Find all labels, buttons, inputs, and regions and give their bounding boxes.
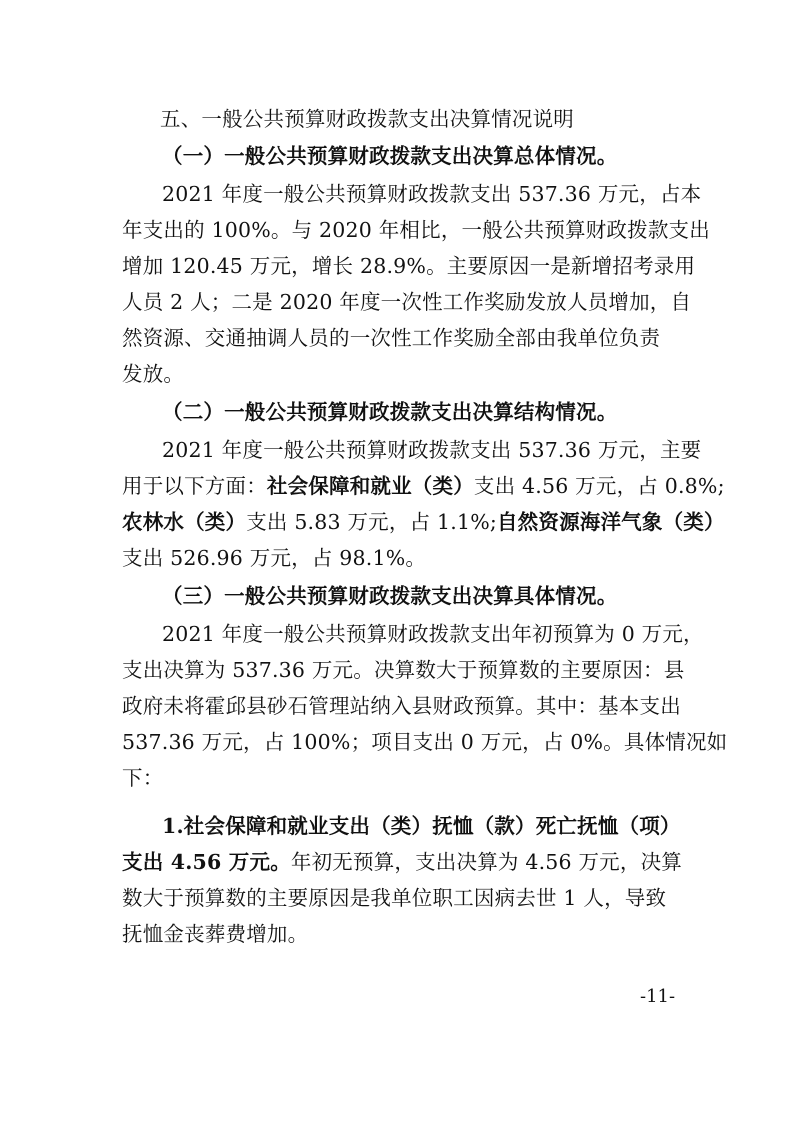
subsection-title-1: （一）一般公共预算财政拨款支出决算总体情况。 (162, 144, 618, 168)
text-run: 年初无预算，支出决算为 4.56 万元，决算 (290, 850, 682, 874)
paragraph-line (122, 508, 725, 536)
subsection-title-2: （二）一般公共预算财政拨款支出决算结构情况。 (162, 400, 618, 424)
paragraph-line: 年支出的 100%。与 2020 年相比，一般公共预算财政拨款支出 (122, 218, 710, 242)
category-natural-resources: 自然资源海洋气象（类） (496, 510, 725, 534)
text-run: 用于以下方面： (122, 474, 267, 498)
paragraph-line: 2021 年度一般公共预算财政拨款支出年初预算为 0 万元， (162, 622, 704, 646)
category-social-security: 社会保障和就业（类） (266, 474, 474, 498)
page-number: -11- (640, 986, 676, 1007)
paragraph-line: 增加 120.45 万元，增长 28.9%。主要原因一是新增招考录用 (122, 254, 696, 278)
paragraph-line: 政府未将霍邱县砂石管理站纳入县财政预算。其中：基本支出 (122, 694, 681, 718)
paragraph-line: 2021 年度一般公共预算财政拨款支出 537.36 万元，占本 (162, 182, 702, 206)
paragraph-line: 下： (122, 766, 164, 790)
paragraph-line: 支出 526.96 万元，占 98.1%。 (122, 546, 427, 570)
paragraph-line: 支出决算为 537.36 万元。决算数大于预算数的主要原因：县 (122, 658, 685, 682)
subsection-title-3: （三）一般公共预算财政拨款支出决算具体情况。 (162, 584, 618, 608)
paragraph-line (122, 848, 682, 876)
text-run: 支出 5.83 万元，占 1.1%; (246, 510, 497, 534)
paragraph-line: 2021 年度一般公共预算财政拨款支出 537.36 万元，主要 (162, 438, 702, 462)
paragraph-line: 537.36 万元，占 100%；项目支出 0 万元，占 0%。具体情况如 (122, 730, 728, 754)
paragraph-line: 然资源、交通抽调人员的一次性工作奖励全部由我单位负责 (122, 326, 661, 350)
section-heading: 五、一般公共预算财政拨款支出决算情况说明 (160, 107, 574, 131)
text-run: 支出 4.56 万元，占 0.8%; (473, 474, 725, 498)
paragraph-line: 人员 2 人；二是 2020 年度一次性工作奖励发放人员增加，自 (122, 290, 692, 314)
item-title-1: 1.社会保障和就业支出（类）抚恤（款）死亡抚恤（项） (162, 814, 681, 838)
paragraph-line: 数大于预算数的主要原因是我单位职工因病去世 1 人，导致 (122, 886, 667, 910)
paragraph-line: 发放。 (122, 362, 185, 386)
paragraph-line (122, 472, 725, 500)
category-agriculture: 农林水（类） (122, 510, 247, 534)
paragraph-line: 抚恤金丧葬费增加。 (122, 922, 309, 946)
item-amount: 支出 4.56 万元。 (122, 850, 291, 874)
